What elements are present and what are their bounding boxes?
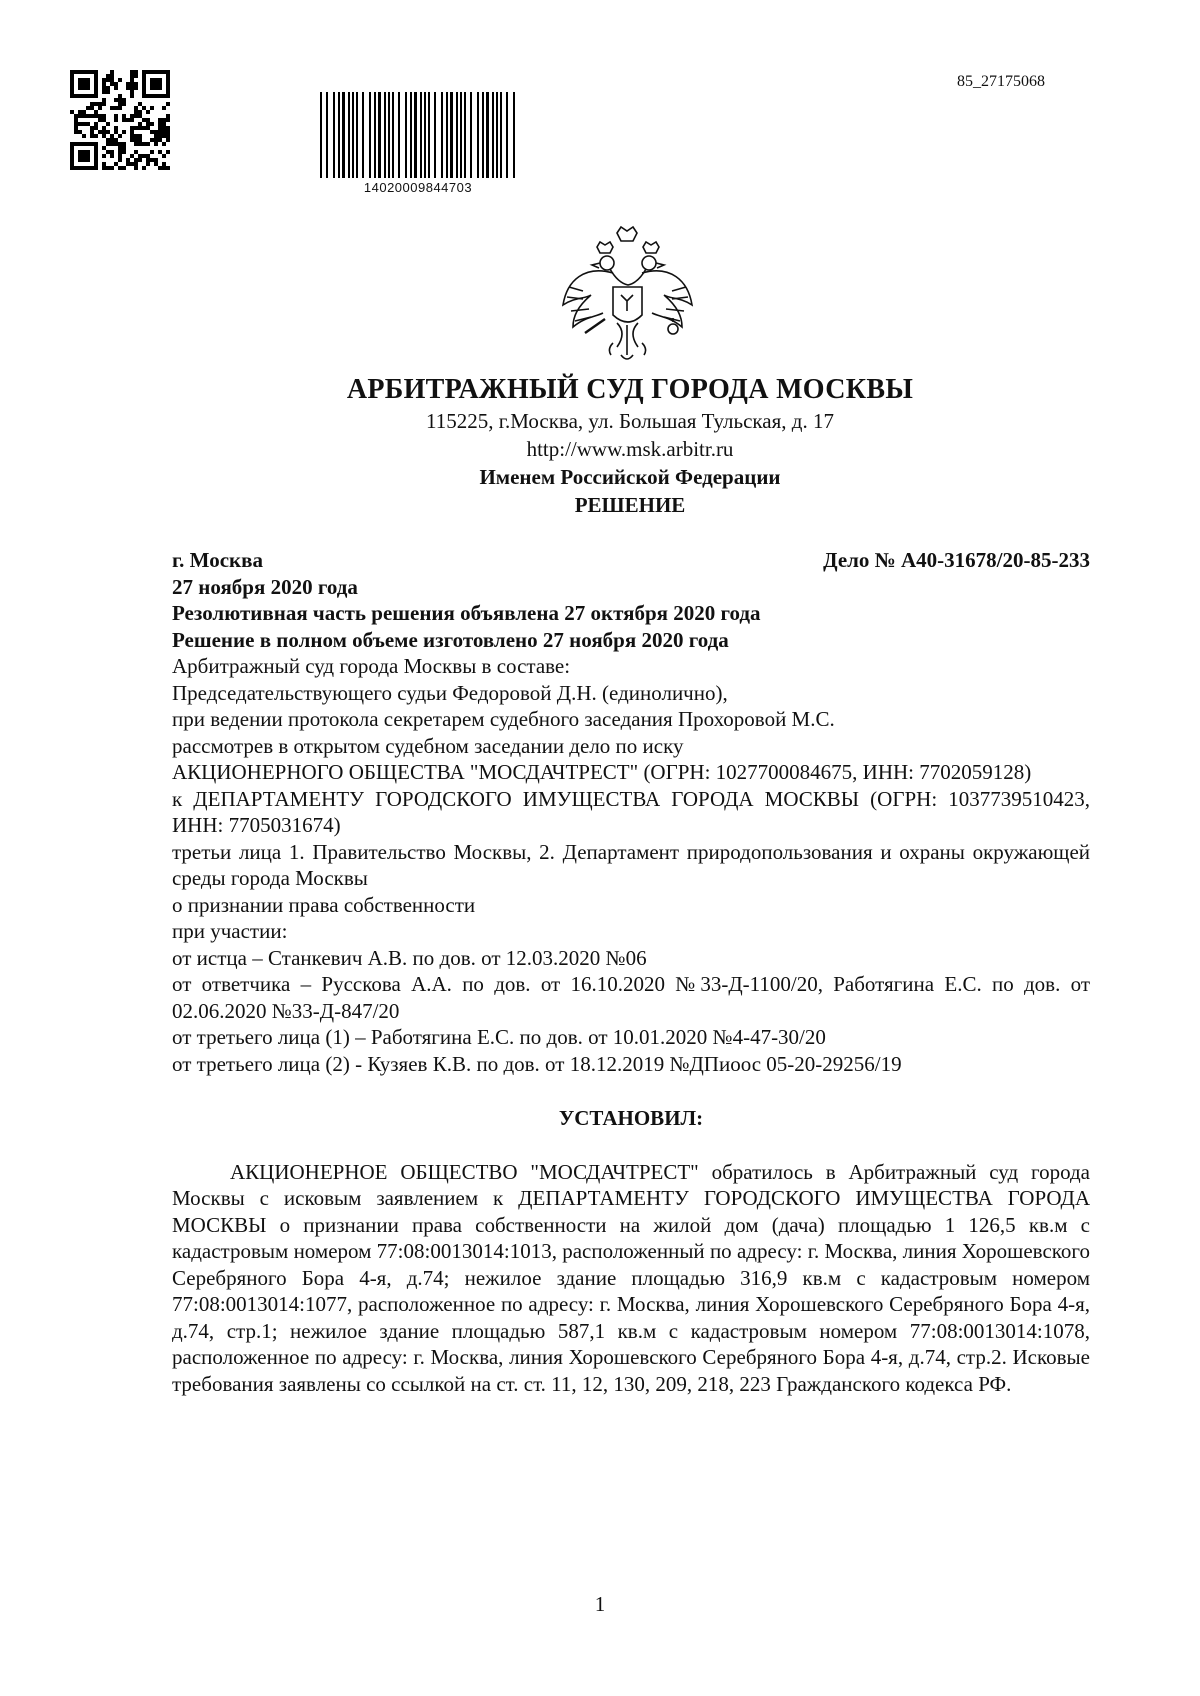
city: г. Москва	[172, 548, 263, 572]
participant-defendant: от ответчика – Русскова А.А. по дов. от 16.10.2020 №33-Д-1100/20, Работягина Е.С. по дов. от 02.06.2020 №33-Д-847/20	[172, 972, 1090, 1023]
barcode-number: 14020009844703	[363, 180, 473, 195]
court-website[interactable]: http://www.msk.arbitr.ru	[526, 437, 734, 461]
participant-third-party-1: от третьего лица (1) – Работягина Е.С. по дов. от 10.01.2020 №4-47-30/20	[172, 1025, 826, 1049]
court-name: АРБИТРАЖНЫЙ СУД ГОРОДА МОСКВЫ	[346, 374, 914, 405]
case-considered: рассмотрев в открытом судебном заседании дело по иску	[172, 733, 684, 758]
barcode	[318, 92, 518, 197]
third-parties: третьи лица 1. Правительство Москвы, 2. Департамент природопользования и охраны окружающей среды города Москвы	[172, 839, 1090, 890]
document-type: РЕШЕНИЕ	[574, 493, 686, 517]
participant-third-party-2: от третьего лица (2) - Кузяев К.В. по дов. от 18.12.2019 №ДПиоос 05-20-29256/19	[172, 1051, 902, 1076]
decision-date: 27 ноября 2020 года	[172, 574, 358, 599]
in-name-of: Именем Российской Федерации	[479, 465, 781, 489]
barcode-icon	[318, 92, 518, 178]
qr-code-icon	[70, 70, 170, 170]
full-decision-date: Решение в полном объеме изготовлено 27 ноября 2020 года	[172, 627, 729, 652]
resolution-announced: Резолютивная часть решения объявлена 27 октября 2020 года	[172, 601, 761, 625]
secretary: при ведении протокола секретарем судебного заседания Прохоровой М.С.	[172, 707, 835, 731]
court-address: 115225, г.Москва, ул. Большая Тульская, д. 17	[426, 409, 834, 433]
document-header	[170, 373, 1090, 519]
presiding-judge: Председательствующего судьи Федоровой Д.Н. (единолично),	[172, 680, 728, 705]
established-paragraph: АКЦИОНЕРНОЕ ОБЩЕСТВО "МОСДАЧТРЕСТ" обратилось в Арбитражный суд города Москвы с исковым заявлением к ДЕПАРТАМЕНТУ ГОРОДСКОГО ИМУЩЕСТВА ГОРОДА МОСКВЫ о признании права собственности на жилой дом (дача) площадью 1 126,5 кв.м с кадастровым номером 77:08:0013014:1013, расположенный по адресу: г. Москва, линия Хорошевского Серебряного Бора 4-я, д.74; нежилое здание площадью 316,9 кв.м с кадастровым номером 77:08:0013014:1077, расположенное по адресу: г. Москва, линия Хорошевского Серебряного Бора 4-я, д.74, стр.1; нежилое здание площадью 587,1 кв.м с кадастровым номером 77:08:0013014:1078, расположенное по адресу: г. Москва, линия Хорошевского Серебряного Бора 4-я, д.74, стр.2. Исковые требования заявлены со ссылкой на ст. ст. 11, 12, 130, 209, 218, 223 Гражданского кодекса РФ.	[172, 1159, 1090, 1396]
case-number: Дело № А40-31678/20-85-233	[823, 548, 1090, 572]
court-composition: Арбитражный суд города Москвы в составе:	[172, 654, 571, 678]
participants-heading: при участии:	[172, 919, 288, 943]
defendant: к ДЕПАРТАМЕНТУ ГОРОДСКОГО ИМУЩЕСТВА ГОРОДА МОСКВЫ (ОГРН: 1037739510423, ИНН: 7705031674)	[172, 786, 1090, 837]
plaintiff: АКЦИОНЕРНОГО ОБЩЕСТВА "МОСДАЧТРЕСТ" (ОГРН: 1027700084675, ИНН: 7702059128)	[172, 760, 1032, 784]
section-title: УСТАНОВИЛ:	[558, 1106, 704, 1130]
city-case-row	[172, 547, 1090, 574]
coat-of-arms-icon	[555, 225, 700, 375]
subject-of-claim: о признании права собственности	[172, 892, 476, 917]
page-number: 1	[594, 1592, 606, 1616]
document-id: 85_27175068	[957, 73, 1045, 90]
participant-plaintiff: от истца – Станкевич А.В. по дов. от 12.03.2020 №06	[172, 945, 647, 970]
document-body	[172, 547, 1090, 1397]
